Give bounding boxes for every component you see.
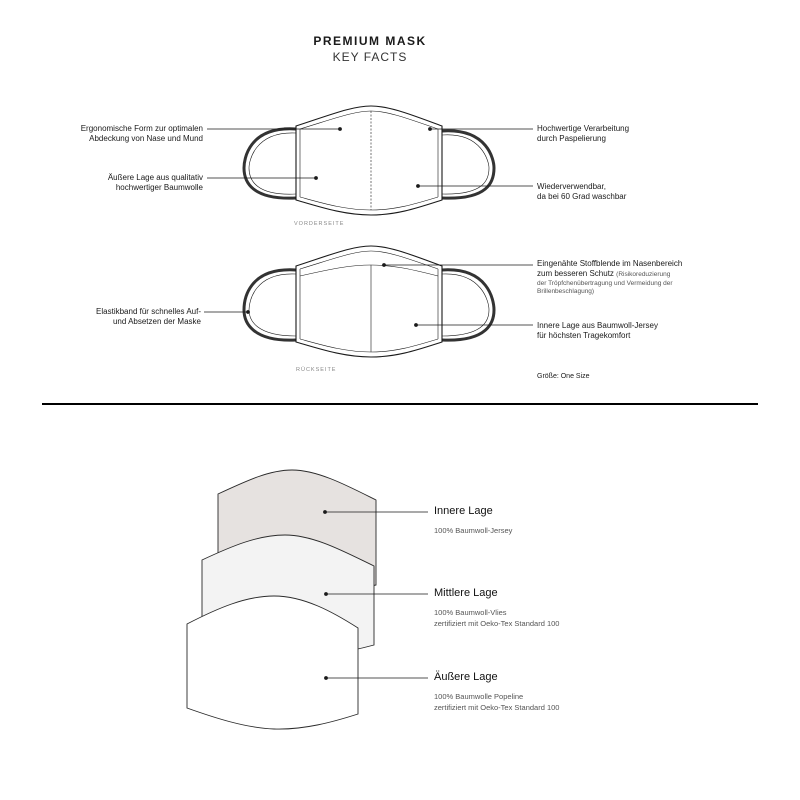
layer-desc-outer: 100% Baumwolle Popeline zertifiziert mit Oeko-Tex Standard 100: [434, 692, 560, 712]
label-elastic-band: Elastikband für schnelles Auf- und Absetzen der Maske: [96, 307, 201, 326]
nose-shield-note-inline: (Risikoreduzierung: [616, 271, 671, 278]
label-nose-shield: [537, 259, 717, 297]
layer-title-outer: Äußere Lage: [434, 671, 498, 683]
label-piping: Hochwertige Verarbeitung durch Paspelierung: [537, 124, 630, 143]
layer-desc-middle: 100% Baumwoll-Vlies zertifiziert mit Oeko-Tex Standard 100: [434, 608, 560, 628]
layer-shape-outer: [187, 596, 358, 729]
size-label: Größe: One Size: [537, 373, 590, 380]
layer-desc-inner: 100% Baumwoll-Jersey: [434, 526, 513, 535]
back-left-ear-loop: [244, 270, 296, 340]
nose-shield-text: Eingenähte Stoffblende im Nasenbereich zum besseren Schutz: [537, 259, 683, 278]
nose-shield-note: der Tröpfchenübertragung und Vermeidung der Brillenbeschlagung): [537, 279, 673, 295]
front-mask-drawing: [244, 106, 494, 215]
layer-title-inner: Innere Lage: [434, 505, 493, 517]
back-mask-drawing: [244, 246, 494, 357]
layer-stack: [187, 470, 376, 729]
page-subtitle: KEY FACTS: [332, 50, 408, 64]
label-ergonomic-shape: Ergonomische Form zur optimalen Abdeckung von Nase und Mund: [80, 124, 203, 143]
label-reusable: Wiederverwendbar, da bei 60 Grad waschbar: [537, 182, 627, 201]
label-inner-jersey: Innere Lage aus Baumwoll-Jersey für höchsten Tragekomfort: [537, 321, 658, 340]
layer-title-middle: Mittlere Lage: [434, 587, 498, 599]
back-right-ear-loop: [442, 270, 494, 340]
back-side-label: RÜCKSEITE: [296, 367, 337, 373]
front-side-label: VORDERSEITE: [294, 221, 345, 227]
front-left-ear-loop: [244, 129, 296, 198]
page-title: PREMIUM MASK: [313, 34, 427, 48]
label-outer-layer-cotton: Äußere Lage aus qualitativ hochwertiger Baumwolle: [107, 173, 203, 192]
front-mask-body: [296, 106, 442, 215]
front-right-ear-loop: [442, 131, 494, 198]
